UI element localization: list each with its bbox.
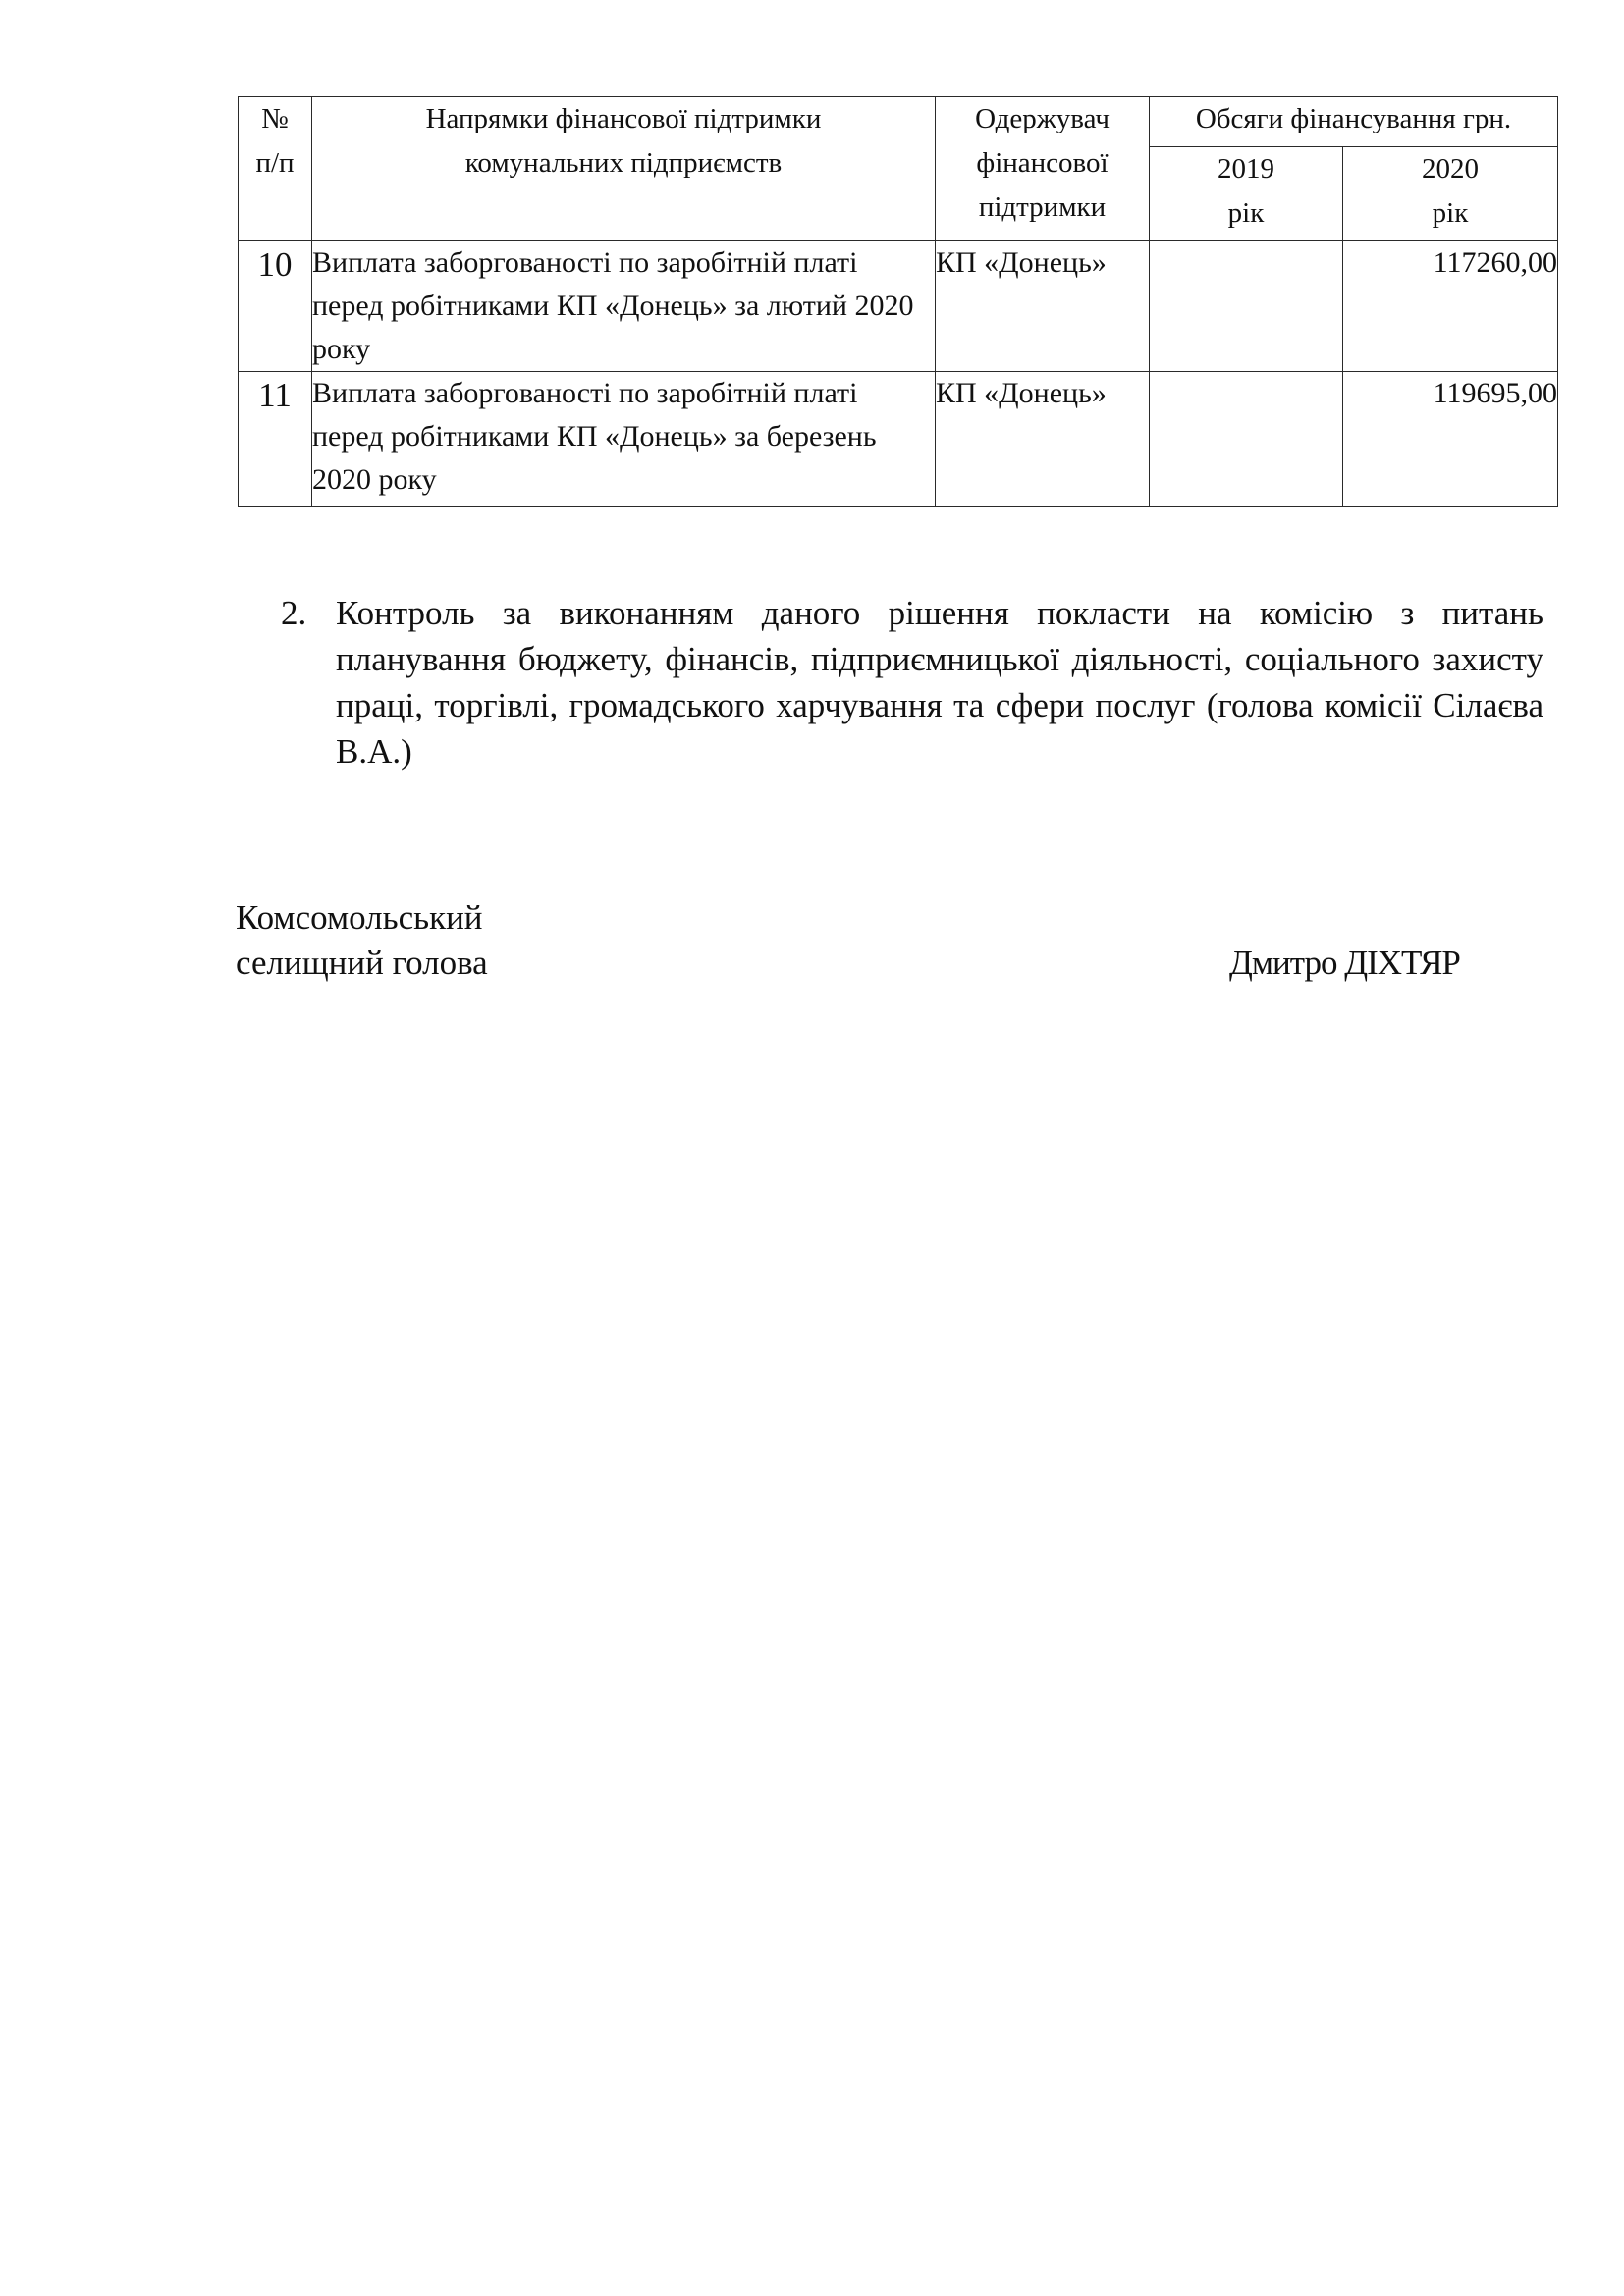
row-amount-2019 — [1150, 241, 1343, 372]
header-number — [239, 97, 312, 241]
signature-title-line1: Комсомольський — [236, 898, 483, 936]
header-2020-line2: рік — [1432, 197, 1469, 230]
row-number: 11 — [239, 372, 312, 507]
header-number-line2: п/п — [255, 147, 295, 179]
row-recipient: КП «Донець» — [936, 372, 1150, 507]
paragraph-text: Контроль за виконанням даного рішення покласти на комісію з питань планування бюджету, фінансів, підприємницької діяльності, соціального захисту праці, торгівлі, громадського харчування та сфери послуг (голова комісії Сілаєва В.А.) — [336, 594, 1543, 771]
header-recipient-line2: фінансової — [976, 147, 1109, 179]
header-recipient — [936, 97, 1150, 241]
header-year-2019 — [1150, 147, 1343, 241]
signature-title — [236, 895, 488, 986]
row-number: 10 — [239, 241, 312, 372]
header-direction-line1: Напрямки фінансової підтримки — [425, 103, 822, 134]
row-amount-2020: 119695,00 — [1343, 372, 1558, 507]
numbered-paragraph — [281, 590, 1543, 774]
row-direction: Виплата заборгованості по заробітній платі перед робітниками КП «Донець» за березень 2020 року — [312, 372, 936, 507]
signature-title-line2: селищний голова — [236, 943, 488, 982]
header-direction-line2: комунальних підприємств — [464, 147, 783, 179]
table-row — [239, 241, 1558, 372]
row-recipient: КП «Донець» — [936, 241, 1150, 372]
table-header-row — [239, 97, 1558, 147]
header-year-2020 — [1343, 147, 1558, 241]
paragraph-number: 2. — [281, 594, 307, 632]
header-2019-line1: 2019 — [1218, 153, 1274, 186]
header-2020-line1: 2020 — [1422, 153, 1479, 186]
signature-name: Дмитро ДІХТЯР — [1229, 943, 1460, 982]
header-number-line1: № — [261, 103, 289, 134]
row-amount-2019 — [1150, 372, 1343, 507]
header-direction — [312, 97, 936, 241]
row-direction: Виплата заборгованості по заробітній платі перед робітниками КП «Донець» за лютий 2020 року — [312, 241, 936, 372]
header-volume: Обсяги фінансування грн. — [1150, 97, 1558, 147]
financing-table — [238, 96, 1558, 507]
header-recipient-line1: Одержувач — [975, 103, 1110, 134]
header-recipient-line3: підтримки — [978, 191, 1107, 223]
header-2019-line2: рік — [1227, 197, 1265, 230]
table-row — [239, 372, 1558, 507]
row-amount-2020: 117260,00 — [1343, 241, 1558, 372]
